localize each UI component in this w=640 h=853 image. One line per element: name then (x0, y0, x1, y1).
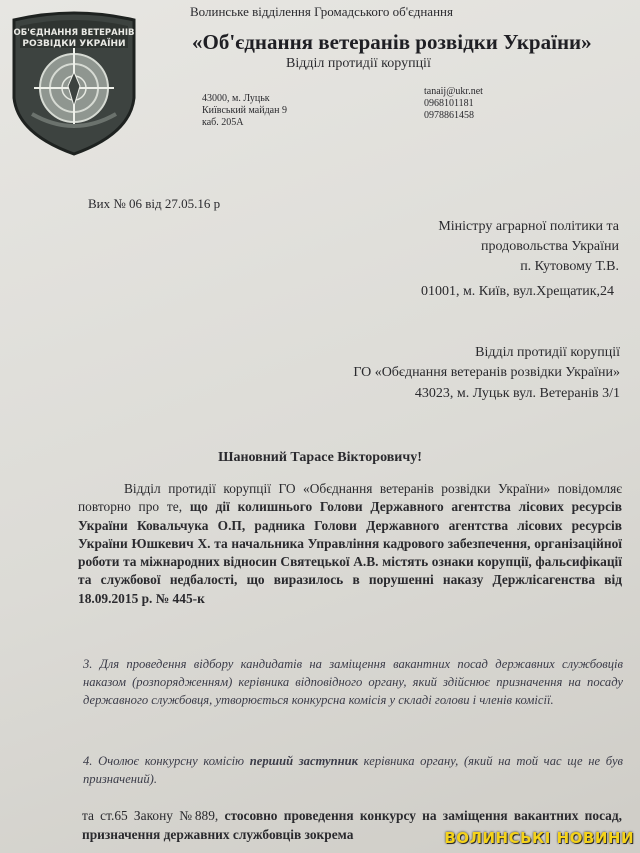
quoted-clause-3: 3. Для проведення відбору кандидатів на заміщення вакантних посад державних службовців наказом (розпорядженням) керівника відповідного органу, який здійснює призначення на посаду державного службовця, утворюється конкурсна комісія у складі голови і членів комісії. (83, 657, 623, 707)
recipient-block: Міністру аграрної політики та продовольства України п. Кутовому Т.В. (438, 219, 619, 274)
organization-branch-line: Волинське відділення Громадського об'єднання (190, 4, 453, 19)
phone-1: 0968101181 (424, 98, 474, 109)
body-lead: Відділ протидії корупції ГО «Обєднання ветеранів розвідки України» повідомляє повторно про те, (78, 481, 622, 515)
body-bold: що дії колишнього Голови Державного агентства лісових ресурсів України Ковальчука О.П, радника Голови Державного агентства лісових ресурсів України Юшкевич Х. та начальника Управління кадрового забезпечення, організаційної роботи та міжнародних відносин Святецької А.В. містять ознаки корупції, фальсифікації та службової недбалості, що виразилось в порушенні наказу Держлісагенства від 18.09.2015 р. № 445-к (78, 499, 622, 606)
phone-2: 0978861458 (424, 110, 474, 121)
sender-block: Відділ протидії корупції ГО «Обєднання ветеранів розвідки України» (353, 345, 620, 380)
emblem-text-top: ОБ'ЄДНАННЯ ВЕТЕРАНІВ (13, 28, 135, 38)
organization-title: «Об'єднання ветеранів розвідки України» (192, 30, 592, 54)
salutation: Шановний Тарасе Вікторовичу! (218, 450, 422, 465)
outgoing-number: Вих № 06 від 27.05.16 р (88, 196, 221, 211)
sender-address: 43023, м. Луцьк вул. Ветеранів 3/1 (414, 386, 620, 401)
law-reference-paragraph: та ст.65 Закону №889, стосовно проведення конкурсу на заміщення вакантних посад, призначення державних службовців зокрема (82, 808, 622, 842)
watermark-logo: ВОЛИНСЬКІ НОВИНИ (444, 829, 634, 847)
sender-postal-address: 43000, м. Луцьк Київський майдан 9 каб. 205А (202, 93, 287, 128)
organization-emblem (6, 6, 142, 156)
sender-contacts (424, 86, 483, 122)
first-deputy-emphasis: перший заступник (249, 754, 359, 768)
emblem-text-bottom: РОЗВІДКИ УКРАЇНИ (22, 39, 126, 49)
recipient-address: 01001, м. Київ, вул.Хрещатик,24 (420, 284, 614, 299)
email: tanaij@ukr.net (424, 86, 483, 97)
quoted-clause-4: 4. Очолює конкурсну комісію перший заступник керівника органу, (який на той час ще не був призначений). (83, 754, 623, 786)
letter-body (78, 480, 622, 608)
department-name: Відділ протидії корупції (286, 56, 431, 71)
